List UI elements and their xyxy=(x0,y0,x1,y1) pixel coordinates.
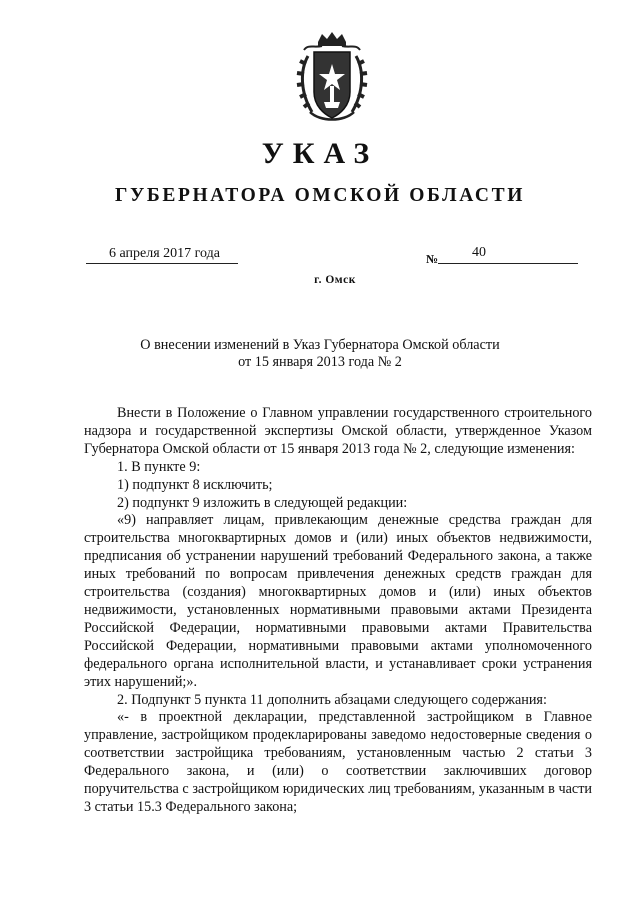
number-sign: № xyxy=(426,252,439,266)
document-body xyxy=(84,405,592,817)
paragraph-intro: Внести в Положение о Главном управлении государственного строительного надзора и государственной экспертизы Омской области, утвержденное Указом Губернатора Омской области от 15 января 2013 года № 2, следующие изменения: xyxy=(84,405,592,457)
document-heading-line-2: от 15 января 2013 года № 2 xyxy=(238,354,402,370)
paragraph-item-1: 1. В пункте 9: xyxy=(117,458,201,475)
paragraph-subitem-1: 1) подпункт 8 исключить; xyxy=(117,476,273,493)
paragraph-new-subitem-9: «9) направляет лицам, привлекающим денежные средства граждан для строительства многоквартирных домов и (или) иных объектов недвижимости, предписания об устранении нарушений требований Федерального закона, а также иных требований по вопросам привлечения денежных средств граждан для строительства (создания) многоквартирных домов и (или) иных объектов недвижимости, установленных нормативными правовыми актами Президента Российской Федерации, нормативными правовыми актами Правительства Российской Федерации, нормативными правовыми актами уполномоченного федерального органа исполнительной власти, и устанавливает сроки устранения этих нарушений;». xyxy=(84,512,592,690)
document-heading-line-1: О внесении изменений в Указ Губернатора Омской области xyxy=(140,337,500,353)
city-name: г. Омск xyxy=(314,274,356,286)
issuer-title: ГУБЕРНАТОРА ОМСКОЙ ОБЛАСТИ xyxy=(115,185,525,206)
document-number: 40 xyxy=(438,244,578,264)
document-type-title: УКАЗ xyxy=(261,137,379,170)
document-date: 6 апреля 2017 года xyxy=(86,246,238,264)
omsk-coat-of-arms-emblem xyxy=(294,30,370,126)
paragraph-item-2: 2. Подпункт 5 пункта 11 дополнить абзацами следующего содержания: xyxy=(117,691,547,708)
document-heading xyxy=(0,337,640,371)
paragraph-subitem-2: 2) подпункт 9 изложить в следующей редакции: xyxy=(117,494,408,511)
paragraph-new-clause: «- в проектной декларации, представленной застройщиком в Главное управление, застройщиком продекларированы заведомо недостоверные сведения о соответствии застройщика требованиям, установленным частью 2 статьи 3 Федерального закона, и (или) о соответствии заключивших договор поручительства с застройщиком юридических лиц требованиям, указанным в части 3 статьи 15.3 Федерального закона; xyxy=(84,709,592,815)
